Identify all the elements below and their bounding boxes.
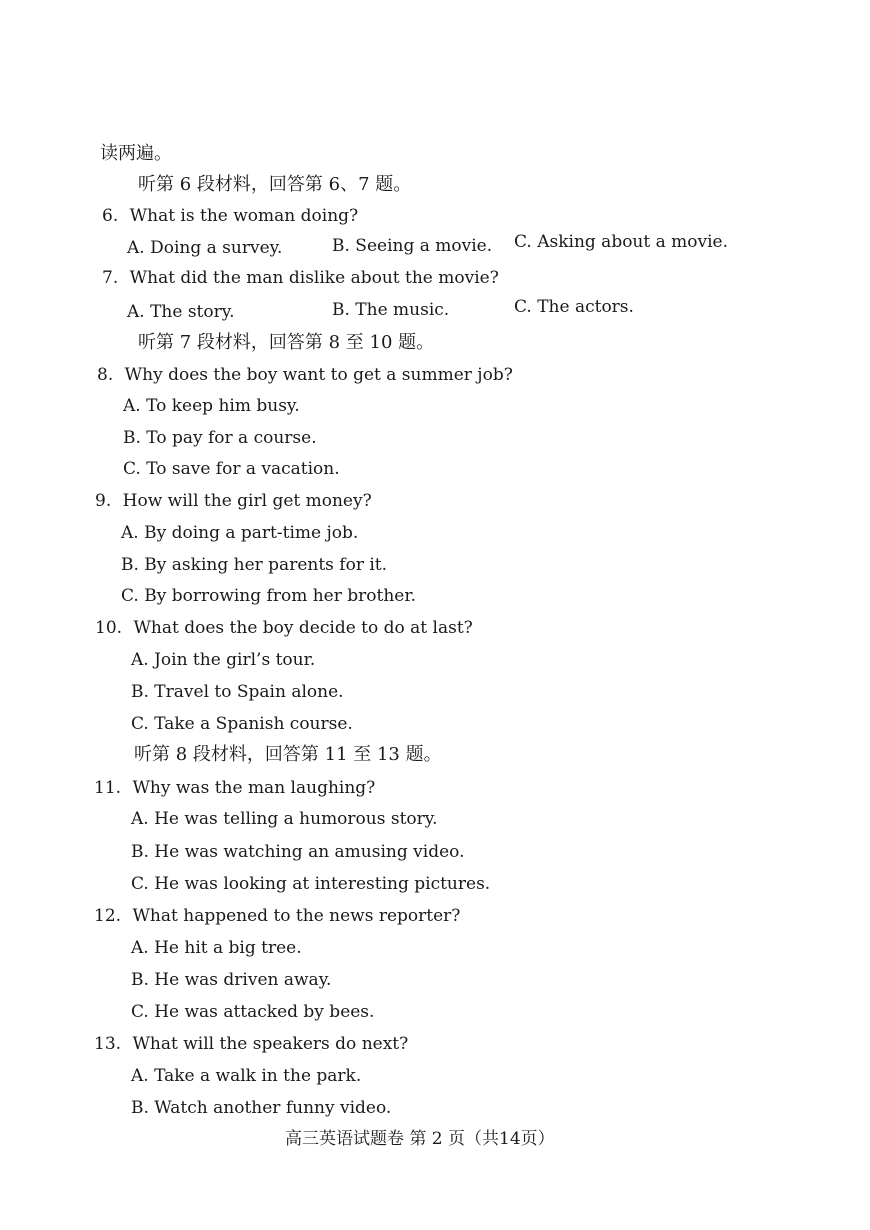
question-number: 11. — [94, 778, 122, 798]
q11-option-a: A. He was telling a humorous story. — [131, 809, 438, 829]
q8-option-a: A. To keep him busy. — [123, 396, 300, 416]
q6-option-b: B. Seeing a movie. — [332, 236, 493, 256]
q10-option-c: C. Take a Spanish course. — [131, 714, 353, 734]
page-footer: 高三英语试题卷 第 2 页（共14页） — [285, 1129, 555, 1149]
question-text: What is the woman doing? — [129, 206, 359, 226]
q7-option-c: C. The actors. — [514, 297, 634, 317]
question-11 — [94, 777, 375, 799]
question-text: What will the speakers do next? — [132, 1034, 409, 1054]
q10-option-a: A. Join the girl’s tour. — [131, 650, 316, 670]
q9-option-a: A. By doing a part-time job. — [121, 523, 359, 543]
question-9 — [95, 490, 372, 512]
q12-option-a: A. He hit a big tree. — [131, 938, 302, 958]
question-8 — [97, 364, 513, 386]
question-10 — [95, 617, 473, 639]
question-number: 9. — [95, 491, 112, 511]
q13-option-b: B. Watch another funny video. — [131, 1098, 392, 1118]
question-text: What happened to the news reporter? — [132, 906, 461, 926]
question-number: 6. — [102, 206, 119, 226]
question-number: 8. — [97, 365, 114, 385]
q7-option-b: B. The music. — [332, 300, 450, 320]
question-number: 12. — [94, 906, 122, 926]
intro-text: 读两遍。 — [100, 143, 172, 164]
question-text: Why was the man laughing? — [132, 778, 376, 798]
question-text: What did the man dislike about the movie? — [129, 268, 499, 288]
question-text: How will the girl get money? — [122, 491, 372, 511]
question-6 — [102, 205, 358, 227]
q12-option-b: B. He was driven away. — [131, 970, 332, 990]
q8-option-b: B. To pay for a course. — [123, 428, 317, 448]
section-heading-8: 听第 8 段材料，回答第 11 至 13 题。 — [134, 744, 442, 765]
q8-option-c: C. To save for a vacation. — [123, 459, 340, 479]
section-heading-6: 听第 6 段材料，回答第 6、7 题。 — [138, 174, 412, 195]
q9-option-b: B. By asking her parents for it. — [121, 555, 388, 575]
q6-option-a: A. Doing a survey. — [127, 238, 283, 258]
q10-option-b: B. Travel to Spain alone. — [131, 682, 344, 702]
section-heading-7: 听第 7 段材料，回答第 8 至 10 题。 — [138, 332, 435, 353]
question-13 — [94, 1033, 408, 1055]
q6-option-c: C. Asking about a movie. — [514, 232, 729, 252]
q7-option-a: A. The story. — [127, 302, 235, 322]
q12-option-c: C. He was attacked by bees. — [131, 1002, 375, 1022]
question-number: 7. — [102, 268, 119, 288]
question-text: What does the boy decide to do at last? — [133, 618, 473, 638]
question-number: 10. — [95, 618, 123, 638]
question-7 — [102, 267, 499, 289]
q13-option-a: A. Take a walk in the park. — [131, 1066, 362, 1086]
question-number: 13. — [94, 1034, 122, 1054]
q11-option-b: B. He was watching an amusing video. — [131, 842, 465, 862]
q11-option-c: C. He was looking at interesting pictures. — [131, 874, 491, 894]
question-12 — [94, 905, 460, 927]
question-text: Why does the boy want to get a summer job? — [124, 365, 513, 385]
q9-option-c: C. By borrowing from her brother. — [121, 586, 417, 606]
